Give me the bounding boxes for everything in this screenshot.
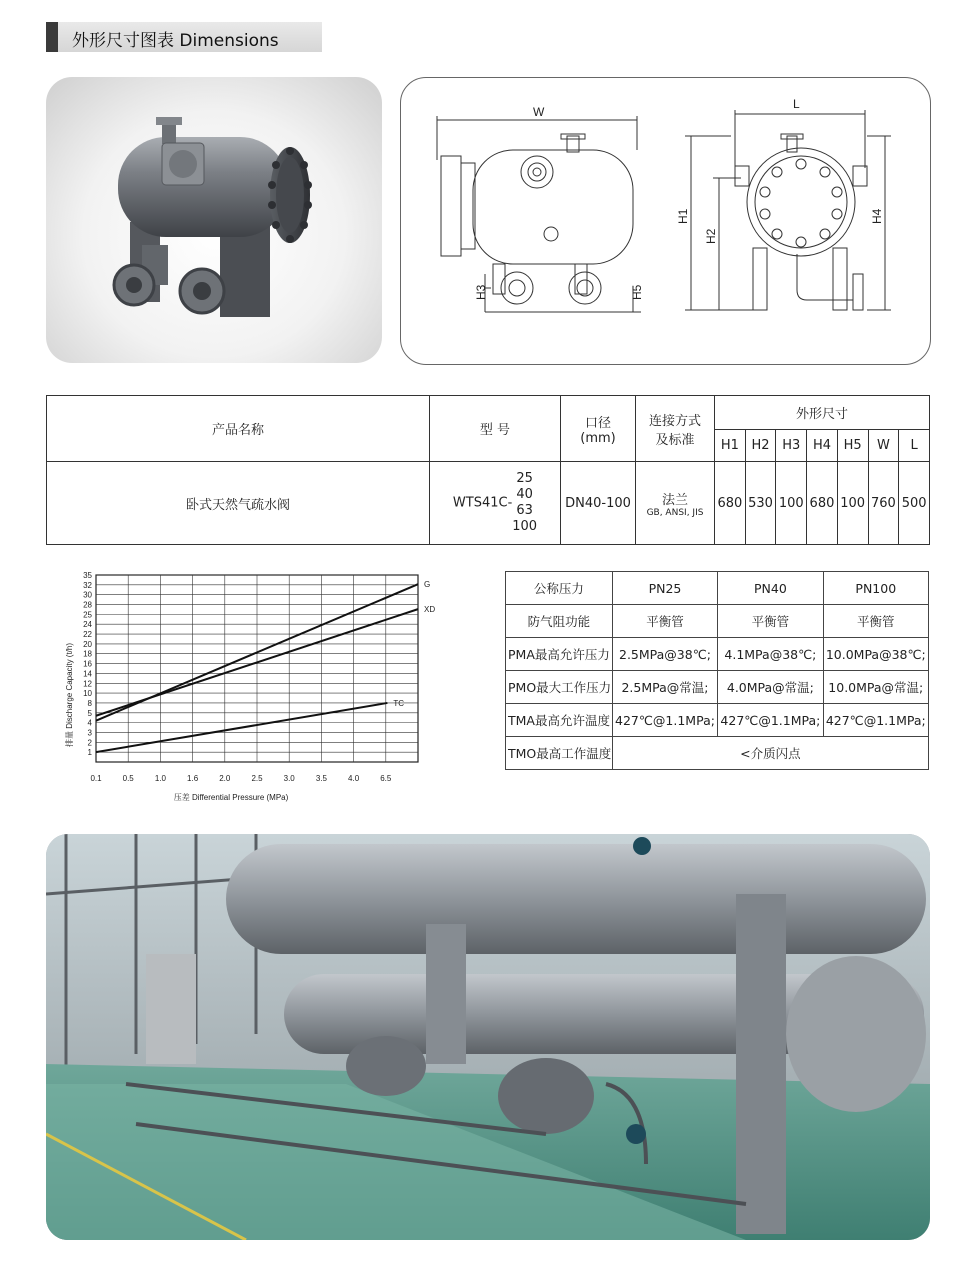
chart-y-tick: 24 bbox=[83, 620, 92, 630]
section-header bbox=[46, 22, 322, 52]
dim-value: 100 bbox=[837, 462, 868, 545]
dim-col-header: L bbox=[899, 430, 930, 462]
chart-y-tick: 3 bbox=[87, 728, 92, 738]
label-h4: H4 bbox=[870, 208, 884, 224]
product-conn bbox=[636, 462, 715, 545]
chart-y-tick: 4 bbox=[87, 718, 92, 728]
label-h3: H3 bbox=[474, 284, 488, 300]
pt-cell: 平衡管 bbox=[718, 605, 823, 638]
chart-x-tick: 1.6 bbox=[187, 774, 199, 783]
pt-cell: 2.5MPa@38℃; bbox=[612, 638, 717, 671]
dim-col-header: H3 bbox=[776, 430, 807, 462]
page-title: 外形尺寸图表 Dimensions bbox=[72, 31, 279, 51]
pt-cell: 平衡管 bbox=[612, 605, 717, 638]
spec-header-conn bbox=[636, 396, 715, 462]
pt-row-label: TMO最高工作温度 bbox=[506, 737, 613, 770]
pt-cell-span: <介质闪点 bbox=[612, 737, 928, 770]
pt-cell: 427℃@1.1MPa; bbox=[612, 704, 717, 737]
product-size: DN40-100 bbox=[561, 462, 636, 545]
chart-y-tick: 2 bbox=[87, 738, 92, 748]
pt-cell: 427℃@1.1MPa; bbox=[718, 704, 823, 737]
pt-row-label: TMA最高允许温度 bbox=[506, 704, 613, 737]
pt-header: PN100 bbox=[823, 572, 928, 605]
pt-cell: 4.1MPa@38℃; bbox=[718, 638, 823, 671]
label-l: L bbox=[793, 97, 800, 111]
pt-cell: 平衡管 bbox=[823, 605, 928, 638]
chart-y-tick: 30 bbox=[83, 590, 92, 600]
pt-header: PN40 bbox=[718, 572, 823, 605]
spec-header-model: 型 号 bbox=[430, 396, 561, 462]
header-accent-bar bbox=[46, 22, 58, 52]
model-suffix: 63 bbox=[516, 503, 533, 518]
model-suffix: 100 bbox=[512, 519, 538, 534]
dim-value: 760 bbox=[868, 462, 899, 545]
pressure-table bbox=[505, 571, 929, 770]
chart-series-label: XD bbox=[424, 605, 436, 615]
spec-header-name: 产品名称 bbox=[47, 396, 430, 462]
chart-y-tick: 28 bbox=[83, 600, 92, 610]
dim-col-header: H5 bbox=[837, 430, 868, 462]
chart-x-tick: 0.5 bbox=[122, 774, 134, 783]
chart-xlabel: 压差 Differential Pressure (MPa) bbox=[173, 793, 289, 802]
spec-header-size-unit: (mm) bbox=[580, 430, 616, 446]
label-h2: H2 bbox=[704, 228, 718, 244]
chart-y-tick: 20 bbox=[83, 639, 92, 649]
model-suffix: 25 bbox=[516, 471, 533, 486]
model-suffixes bbox=[512, 471, 537, 535]
dim-col-header: H4 bbox=[807, 430, 838, 462]
chart-ylabel: 排量 Discharge Capacity (t/h) bbox=[65, 642, 74, 748]
pt-cell: 2.5MPa@常温; bbox=[612, 671, 717, 704]
pt-row-label: PMA最高允许压力 bbox=[506, 638, 613, 671]
chart-x-tick: 4.0 bbox=[348, 774, 360, 783]
dim-value: 100 bbox=[776, 462, 807, 545]
dim-col-header: H2 bbox=[745, 430, 776, 462]
dim-col-header: H1 bbox=[715, 430, 746, 462]
pt-row-label: PMO最大工作压力 bbox=[506, 671, 613, 704]
chart-y-tick: 16 bbox=[83, 659, 92, 669]
product-photo bbox=[46, 77, 382, 363]
dim-value: 530 bbox=[745, 462, 776, 545]
spec-header-dims: 外形尺寸 bbox=[715, 396, 930, 430]
model-prefix: WTS41C- bbox=[452, 495, 513, 511]
model-suffix: 40 bbox=[516, 487, 533, 502]
chart-series-label: G bbox=[424, 580, 431, 590]
chart-x-tick: 1.0 bbox=[154, 774, 166, 783]
chart-y-tick: 32 bbox=[83, 580, 92, 590]
chart-x-tick: 0.1 bbox=[90, 774, 102, 783]
product-name: 卧式天然气疏水阀 bbox=[47, 462, 430, 545]
product-model bbox=[430, 462, 561, 545]
pt-cell: 427℃@1.1MPa; bbox=[823, 704, 928, 737]
dimension-drawing bbox=[400, 77, 931, 365]
capacity-chart bbox=[46, 565, 446, 810]
chart-x-tick: 3.0 bbox=[283, 774, 295, 783]
spec-header-conn-label: 连接方式 bbox=[648, 413, 701, 429]
chart-y-tick: 22 bbox=[83, 630, 92, 640]
dim-value: 680 bbox=[715, 462, 746, 545]
chart-y-tick: 8 bbox=[87, 698, 92, 708]
chart-y-tick: 10 bbox=[83, 689, 92, 699]
chart-x-tick: 2.5 bbox=[251, 774, 263, 783]
chart-y-tick: 1 bbox=[87, 748, 92, 758]
pt-cell: 4.0MPa@常温; bbox=[718, 671, 823, 704]
installation-photo bbox=[46, 834, 930, 1240]
spec-header-size bbox=[561, 396, 636, 462]
pt-row-label: 防气阻功能 bbox=[506, 605, 613, 638]
chart-y-tick: 12 bbox=[83, 679, 92, 689]
dim-value: 680 bbox=[807, 462, 838, 545]
spec-header-size-label: 口径 bbox=[584, 415, 611, 431]
dim-value: 500 bbox=[899, 462, 930, 545]
chart-y-tick: 18 bbox=[83, 649, 92, 659]
pt-header: PN25 bbox=[612, 572, 717, 605]
label-h5: H5 bbox=[630, 284, 644, 300]
pt-header: 公称压力 bbox=[506, 572, 613, 605]
chart-x-tick: 2.0 bbox=[219, 774, 231, 783]
pt-cell: 10.0MPa@38℃; bbox=[823, 638, 928, 671]
dim-col-header: W bbox=[868, 430, 899, 462]
pt-cell: 10.0MPa@常温; bbox=[823, 671, 928, 704]
label-w: W bbox=[533, 105, 545, 119]
chart-series-label: TC bbox=[393, 698, 405, 708]
chart-x-tick: 6.5 bbox=[380, 774, 392, 783]
chart-x-tick: 3.5 bbox=[315, 774, 327, 783]
conn-type: 法兰 bbox=[661, 492, 688, 508]
spec-table bbox=[46, 395, 930, 545]
chart-y-tick: 14 bbox=[83, 669, 92, 679]
chart-y-tick: 35 bbox=[83, 571, 92, 580]
chart-y-tick: 5 bbox=[87, 708, 92, 718]
label-h1: H1 bbox=[676, 208, 690, 224]
conn-standard: GB, ANSI, JIS bbox=[646, 507, 704, 518]
spec-header-conn-label2: 及标准 bbox=[655, 432, 695, 448]
chart-series-line-tc bbox=[96, 703, 387, 752]
chart-y-tick: 25 bbox=[83, 610, 92, 620]
